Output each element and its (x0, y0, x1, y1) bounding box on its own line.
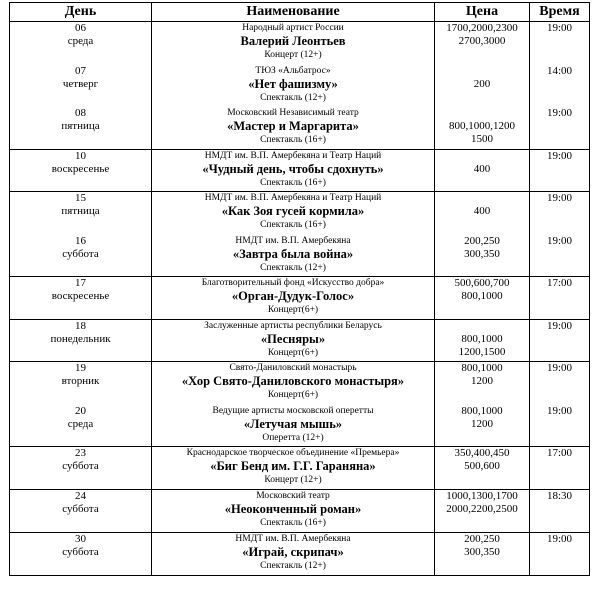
day-number: 17 (75, 277, 86, 289)
table-row (10, 490, 590, 533)
price-cell (435, 320, 530, 362)
event-cell (152, 405, 435, 447)
time-cell: 19:00 (530, 405, 590, 447)
event-organizer: НМДТ им. В.П. Амербекяна (235, 235, 351, 246)
time-cell: 17:00 (530, 277, 590, 320)
event-genre: Концерт(6+) (267, 305, 319, 315)
table-row (10, 107, 590, 150)
event-cell (152, 277, 435, 320)
header-time: Время (530, 3, 590, 22)
time-cell: 19:00 (530, 192, 590, 235)
day-number: 30 (75, 533, 86, 545)
weekday: суббота (62, 546, 99, 558)
price-cell (435, 65, 530, 107)
price-line: 1500 (471, 132, 493, 145)
day-number: 20 (75, 404, 86, 417)
event-title: «Летучая мышь» (243, 416, 343, 431)
header-name: Наименование (152, 3, 435, 22)
time-cell: 19:00 (530, 533, 590, 576)
price-cell (435, 447, 530, 490)
event-title: «Хор Свято-Даниловского монастыря» (181, 374, 405, 388)
event-title: Валерий Леонтьев (240, 34, 346, 48)
day-number: 23 (75, 447, 86, 459)
price-cell (435, 107, 530, 150)
time-cell: 19:00 (530, 107, 590, 150)
event-cell (152, 65, 435, 107)
schedule-table (9, 2, 590, 576)
day-number: 06 (75, 22, 86, 34)
price-line: 1200 (471, 375, 493, 387)
table-row (10, 65, 590, 107)
event-genre: Оперетта (12+) (262, 432, 324, 443)
price-line: 500,600,700 (454, 277, 510, 289)
price-cell (435, 277, 530, 320)
event-cell (152, 235, 435, 277)
time-cell: 14:00 (530, 65, 590, 107)
weekday: четверг (62, 77, 99, 90)
time-cell: 19:00 (530, 150, 590, 192)
price-line: 1000,1300,1700 (446, 490, 518, 502)
event-genre: Спектакль (16+) (260, 134, 326, 145)
weekday: пятница (61, 205, 100, 217)
date-cell (10, 447, 152, 490)
table-row (10, 533, 590, 576)
event-genre: Концерт (12+) (264, 475, 322, 485)
time-cell: 19:00 (530, 22, 590, 65)
event-organizer: НМДТ им. В.П. Амербекяна и Театр Наций (204, 151, 382, 161)
event-cell (152, 533, 435, 576)
day-number: 19 (75, 362, 86, 374)
time-cell: 18:30 (530, 490, 590, 533)
event-genre: Концерт(6+) (267, 390, 319, 400)
event-genre: Спектакль (16+) (260, 220, 326, 230)
price-line: 1200 (471, 417, 493, 430)
event-organizer: Народный артист России (242, 23, 344, 33)
event-cell (152, 150, 435, 192)
event-genre: Спектакль (12+) (260, 262, 326, 273)
table-row (10, 277, 590, 320)
date-cell (10, 150, 152, 192)
date-cell (10, 22, 152, 65)
event-organizer: ТЮЗ «Альбатрос» (255, 65, 331, 76)
date-cell (10, 490, 152, 533)
day-number: 24 (75, 490, 86, 502)
weekday: воскресенье (51, 290, 110, 302)
table-row (10, 405, 590, 447)
table-row (10, 192, 590, 235)
price-line: 200,250 (464, 234, 500, 247)
day-number: 15 (75, 192, 86, 204)
price-line: 800,1000,1200 (449, 119, 515, 132)
day-number: 16 (75, 234, 86, 247)
table-row (10, 235, 590, 277)
price-line: 500,600 (464, 460, 500, 472)
weekday: понедельник (50, 333, 111, 345)
date-cell (10, 533, 152, 576)
date-cell (10, 277, 152, 320)
price-line: 300,350 (464, 247, 500, 260)
event-title: «Как Зоя гусей кормила» (221, 204, 365, 218)
header-day: День (10, 3, 152, 22)
day-number: 08 (75, 106, 86, 119)
price-line: 350,400,450 (454, 447, 510, 459)
event-cell (152, 107, 435, 150)
time-cell: 19:00 (530, 235, 590, 277)
price-cell (435, 362, 530, 405)
event-cell (152, 22, 435, 65)
price-cell (435, 533, 530, 576)
event-organizer: Ведущие артисты московской оперетты (212, 405, 374, 416)
event-cell (152, 447, 435, 490)
weekday: воскресенье (51, 163, 110, 175)
price-cell (435, 405, 530, 447)
event-genre: Концерт (12+) (264, 50, 322, 60)
event-title: «Играй, скрипач» (242, 545, 344, 559)
event-cell (152, 192, 435, 235)
time-cell: 17:00 (530, 447, 590, 490)
date-cell (10, 320, 152, 362)
event-title: «Завтра была война» (232, 246, 354, 261)
schedule-body (10, 22, 590, 576)
price-line: 800,1000 (461, 404, 503, 417)
price-line: 300,350 (464, 546, 500, 558)
price-line: 1700,2000,2300 (446, 22, 518, 34)
event-title: «Мастер и Маргарита» (227, 118, 359, 133)
table-row (10, 320, 590, 362)
table-row (10, 150, 590, 192)
price-line: 800,1000 (461, 290, 503, 302)
header-price: Цена (435, 3, 530, 22)
weekday: вторник (61, 375, 100, 387)
event-title: «Неоконченный роман» (224, 502, 362, 516)
event-organizer: Московский театр (256, 491, 330, 501)
price-line: 800,1000 (461, 362, 503, 374)
date-cell (10, 65, 152, 107)
event-title: «Орган-Дудук-Голос» (231, 289, 355, 303)
price-cell (435, 22, 530, 65)
price-cell (435, 192, 530, 235)
weekday: суббота (62, 503, 99, 515)
weekday: среда (67, 35, 94, 47)
price-line: 200,250 (464, 533, 500, 545)
price-line: 400 (473, 163, 491, 175)
table-row (10, 22, 590, 65)
price-line (435, 320, 529, 333)
event-organizer: Свято-Даниловский монастырь (229, 363, 357, 373)
date-cell (10, 405, 152, 447)
event-cell (152, 320, 435, 362)
event-genre: Спектакль (12+) (260, 561, 326, 571)
event-genre: Спектакль (16+) (260, 518, 326, 528)
weekday: суббота (62, 247, 99, 260)
table-row (10, 362, 590, 405)
weekday: среда (67, 417, 94, 430)
event-title: «Нет фашизму» (248, 76, 338, 91)
event-organizer: Заслуженные артисты республики Беларусь (204, 321, 382, 331)
price-line: 2000,2200,2500 (446, 503, 518, 515)
price-line: 1200,1500 (458, 346, 506, 358)
weekday: пятница (61, 119, 100, 132)
price-line (435, 65, 529, 78)
date-cell (10, 192, 152, 235)
time-cell: 19:00 (530, 320, 590, 362)
day-number: 10 (75, 150, 86, 162)
event-title: «Песняры» (260, 332, 326, 346)
event-cell (152, 490, 435, 533)
day-number: 18 (75, 320, 86, 332)
date-cell (10, 235, 152, 277)
price-line: 2700,3000 (458, 35, 506, 47)
price-cell (435, 490, 530, 533)
weekday: суббота (62, 460, 99, 472)
schedule (9, 2, 589, 576)
price-cell (435, 235, 530, 277)
event-organizer: Московский Независимый театр (227, 107, 359, 118)
table-row (10, 447, 590, 490)
event-genre: Спектакль (12+) (260, 92, 326, 103)
event-cell (152, 362, 435, 405)
price-cell (435, 150, 530, 192)
date-cell (10, 362, 152, 405)
date-cell (10, 107, 152, 150)
event-title: «Биг Бенд им. Г.Г. Гараняна» (210, 459, 376, 473)
event-organizer: НМДТ им. В.П. Амербекяна (235, 534, 351, 544)
event-organizer: Краснодарское творческое объединение «Премьера» (186, 448, 400, 458)
price-line: 400 (473, 205, 491, 217)
day-number: 07 (75, 64, 86, 77)
price-line (435, 150, 529, 163)
time-cell: 19:00 (530, 362, 590, 405)
price-line: 200 (473, 77, 491, 90)
event-genre: Концерт(6+) (267, 348, 319, 358)
price-line: 800,1000 (461, 333, 503, 345)
event-genre: Спектакль (16+) (260, 178, 326, 188)
header-row (10, 3, 590, 22)
event-organizer: Благотворительный фонд «Искусство добра» (201, 278, 385, 288)
price-line (435, 107, 529, 120)
price-line (435, 192, 529, 205)
event-title: «Чудный день, чтобы сдохнуть» (202, 162, 384, 176)
event-organizer: НМДТ им. В.П. Амербекяна и Театр Наций (204, 193, 382, 203)
